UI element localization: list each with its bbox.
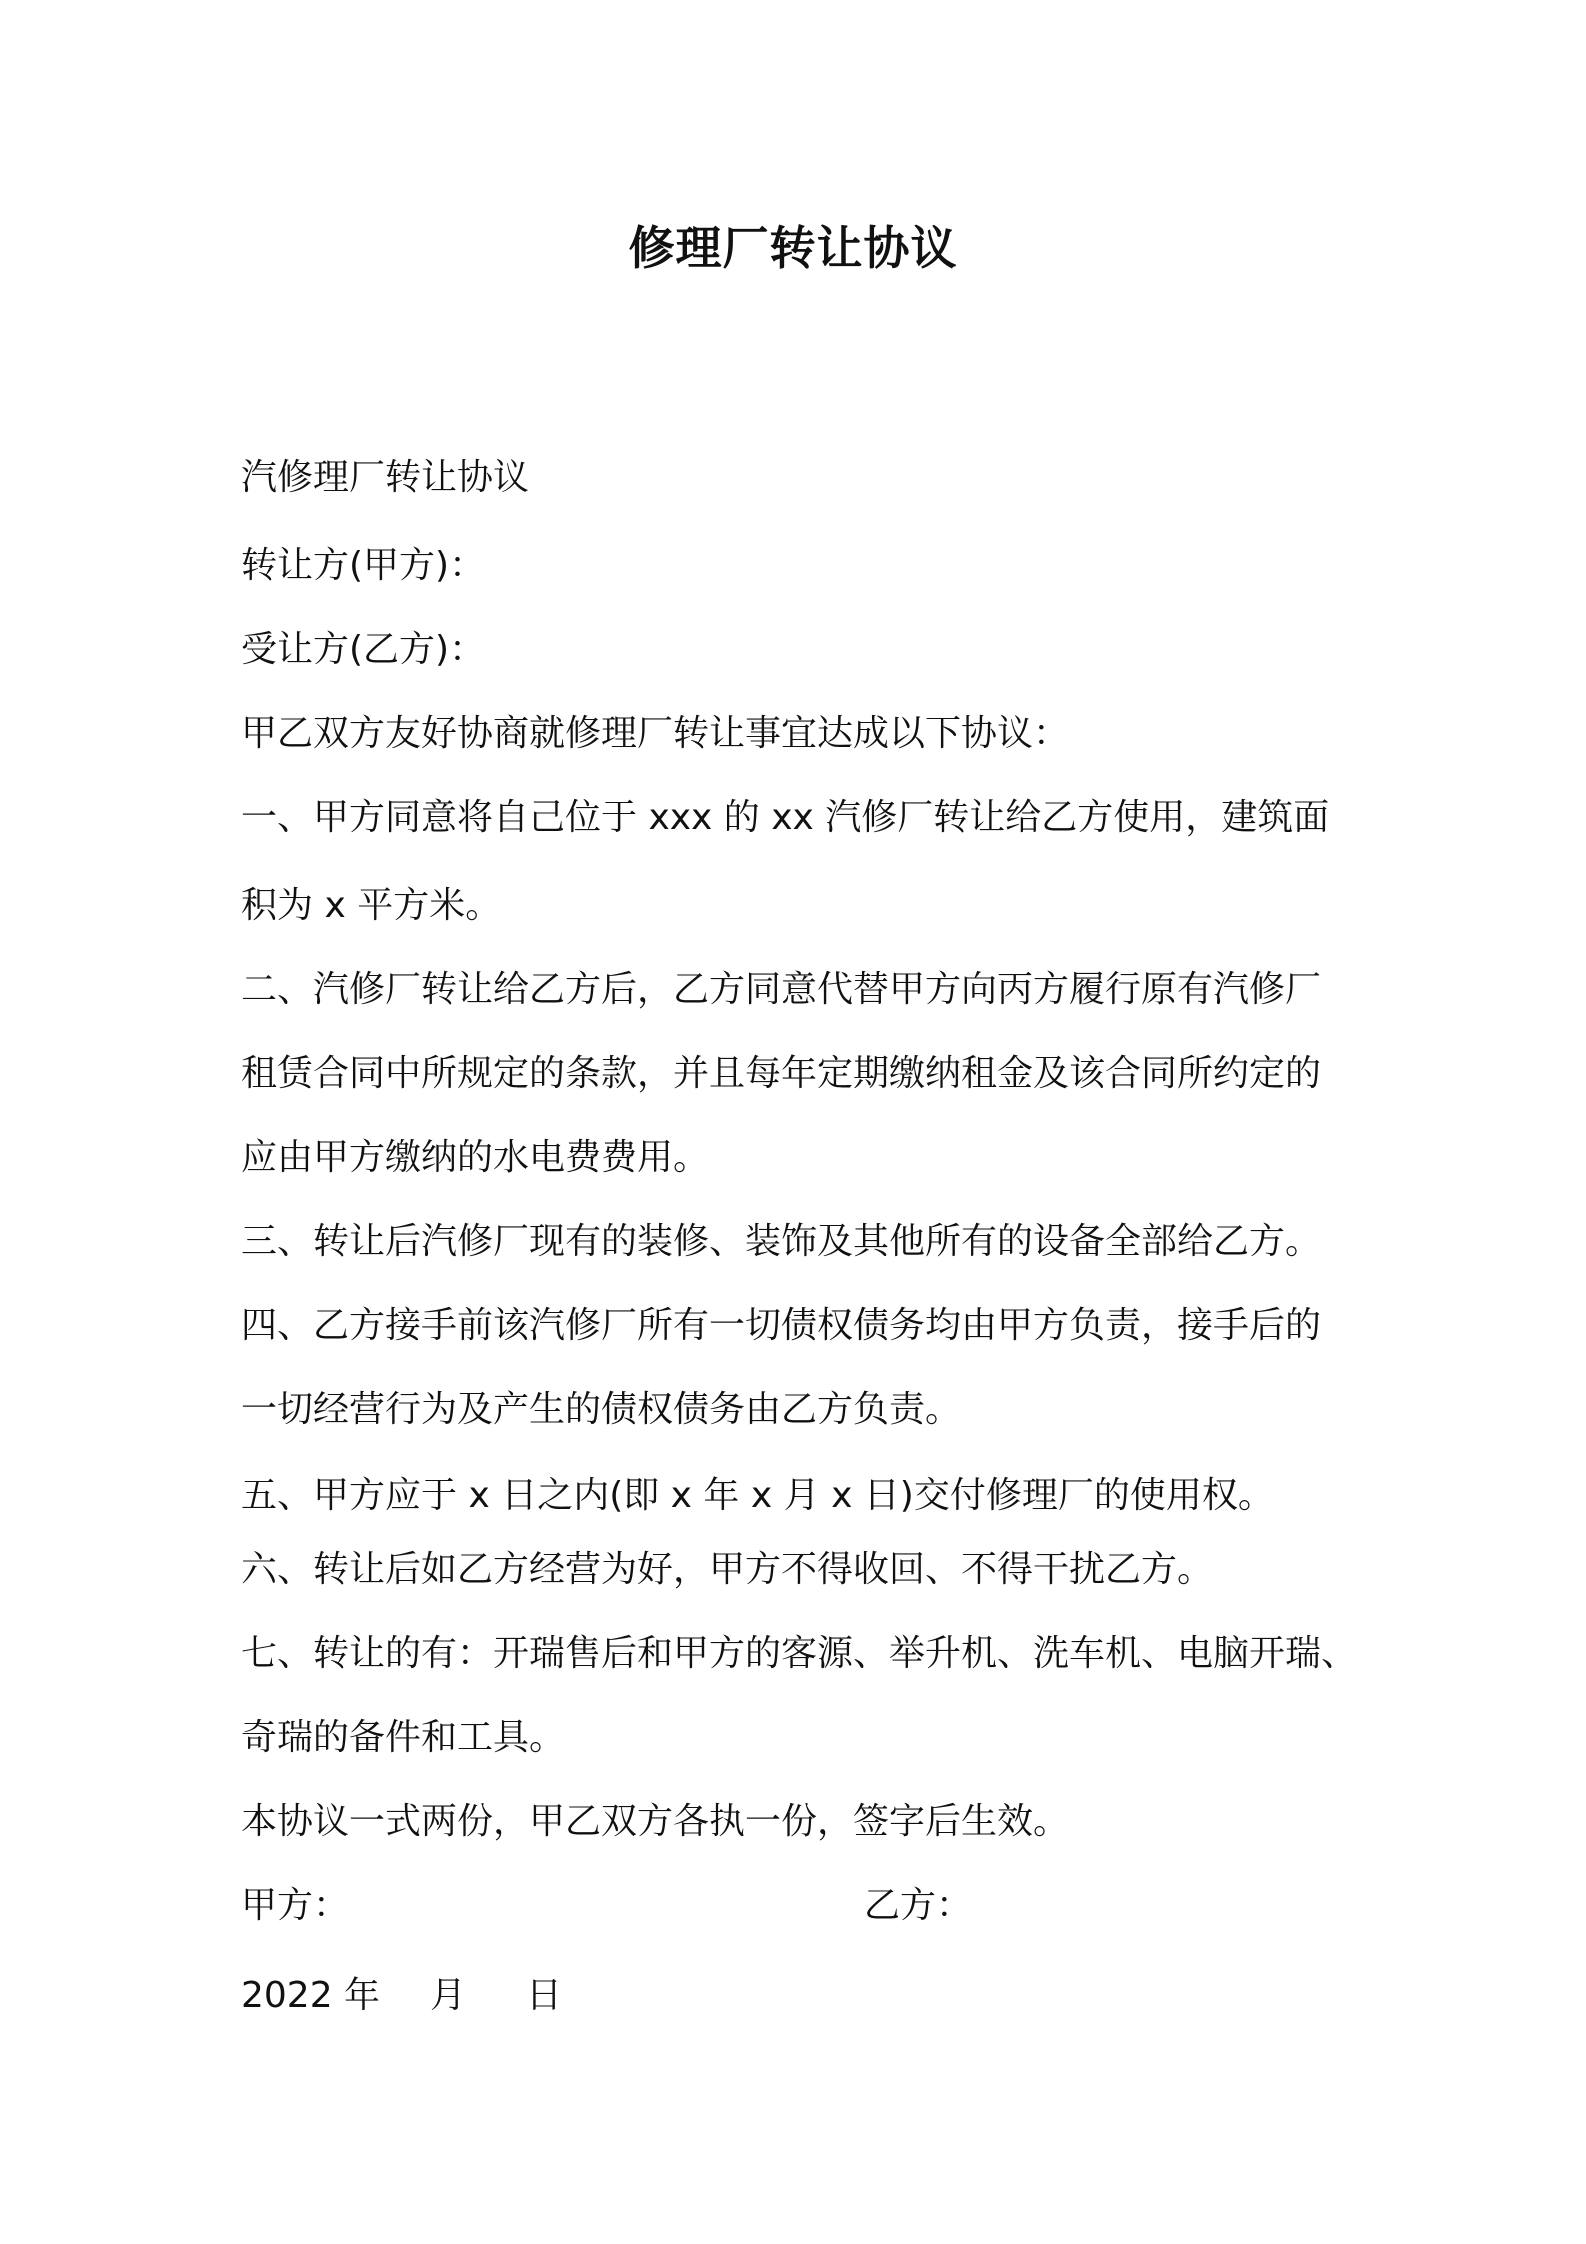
clause-6-line-1: 六、转让后如乙方经营为好，甲方不得收回、不得干扰乙方。 [241, 1549, 1214, 1590]
clause-1-line-2: 积为 x 平方米。 [241, 885, 502, 926]
party-b-signature-label: 乙方： [864, 1885, 973, 1926]
agreement-subtitle: 汽修理厂转让协议 [241, 457, 530, 498]
transferor-line: 转让方(甲方)： [241, 545, 486, 586]
clause-2-line-3: 应由甲方缴纳的水电费费用。 [241, 1137, 710, 1178]
clause-2-line-1: 二、汽修厂转让给乙方后，乙方同意代替甲方向丙方履行原有汽修厂 [241, 969, 1322, 1010]
clause-5-line-1: 五、甲方应于 x 日之内(即 x 年 x 月 x 日)交付修理厂的使用权。 [241, 1475, 1274, 1516]
document-title: 修理厂转让协议 [628, 221, 958, 275]
clause-3-line-1: 三、转让后汽修厂现有的装修、装饰及其他所有的设备全部给乙方。 [241, 1221, 1322, 1262]
clause-4-line-2: 一切经营行为及产生的债权债务由乙方负责。 [241, 1389, 962, 1430]
date-year: 2022 年 [241, 1975, 381, 2016]
clause-4-line-1: 四、乙方接手前该汽修厂所有一切债权债务均由甲方负责，接手后的 [241, 1305, 1322, 1346]
intro-line: 甲乙双方友好协商就修理厂转让事宜达成以下协议： [241, 713, 1070, 754]
clause-1-line-1: 一、甲方同意将自己位于 xxx 的 xx 汽修厂转让给乙方使用，建筑面 [241, 797, 1330, 838]
date-month: 月 [430, 1975, 467, 2016]
party-a-signature-label: 甲方： [241, 1885, 350, 1926]
copies-line: 本协议一式两份，甲乙双方各执一份，签字后生效。 [241, 1801, 1070, 1842]
clause-7-line-1: 七、转让的有：开瑞售后和甲方的客源、举升机、洗车机、电脑开瑞、 [241, 1633, 1358, 1674]
date-day: 日 [526, 1975, 563, 2016]
clause-2-line-2: 租赁合同中所规定的条款，并且每年定期缴纳租金及该合同所约定的 [241, 1053, 1322, 1094]
transferee-line: 受让方(乙方)： [241, 629, 486, 670]
clause-7-line-2: 奇瑞的备件和工具。 [241, 1717, 566, 1758]
